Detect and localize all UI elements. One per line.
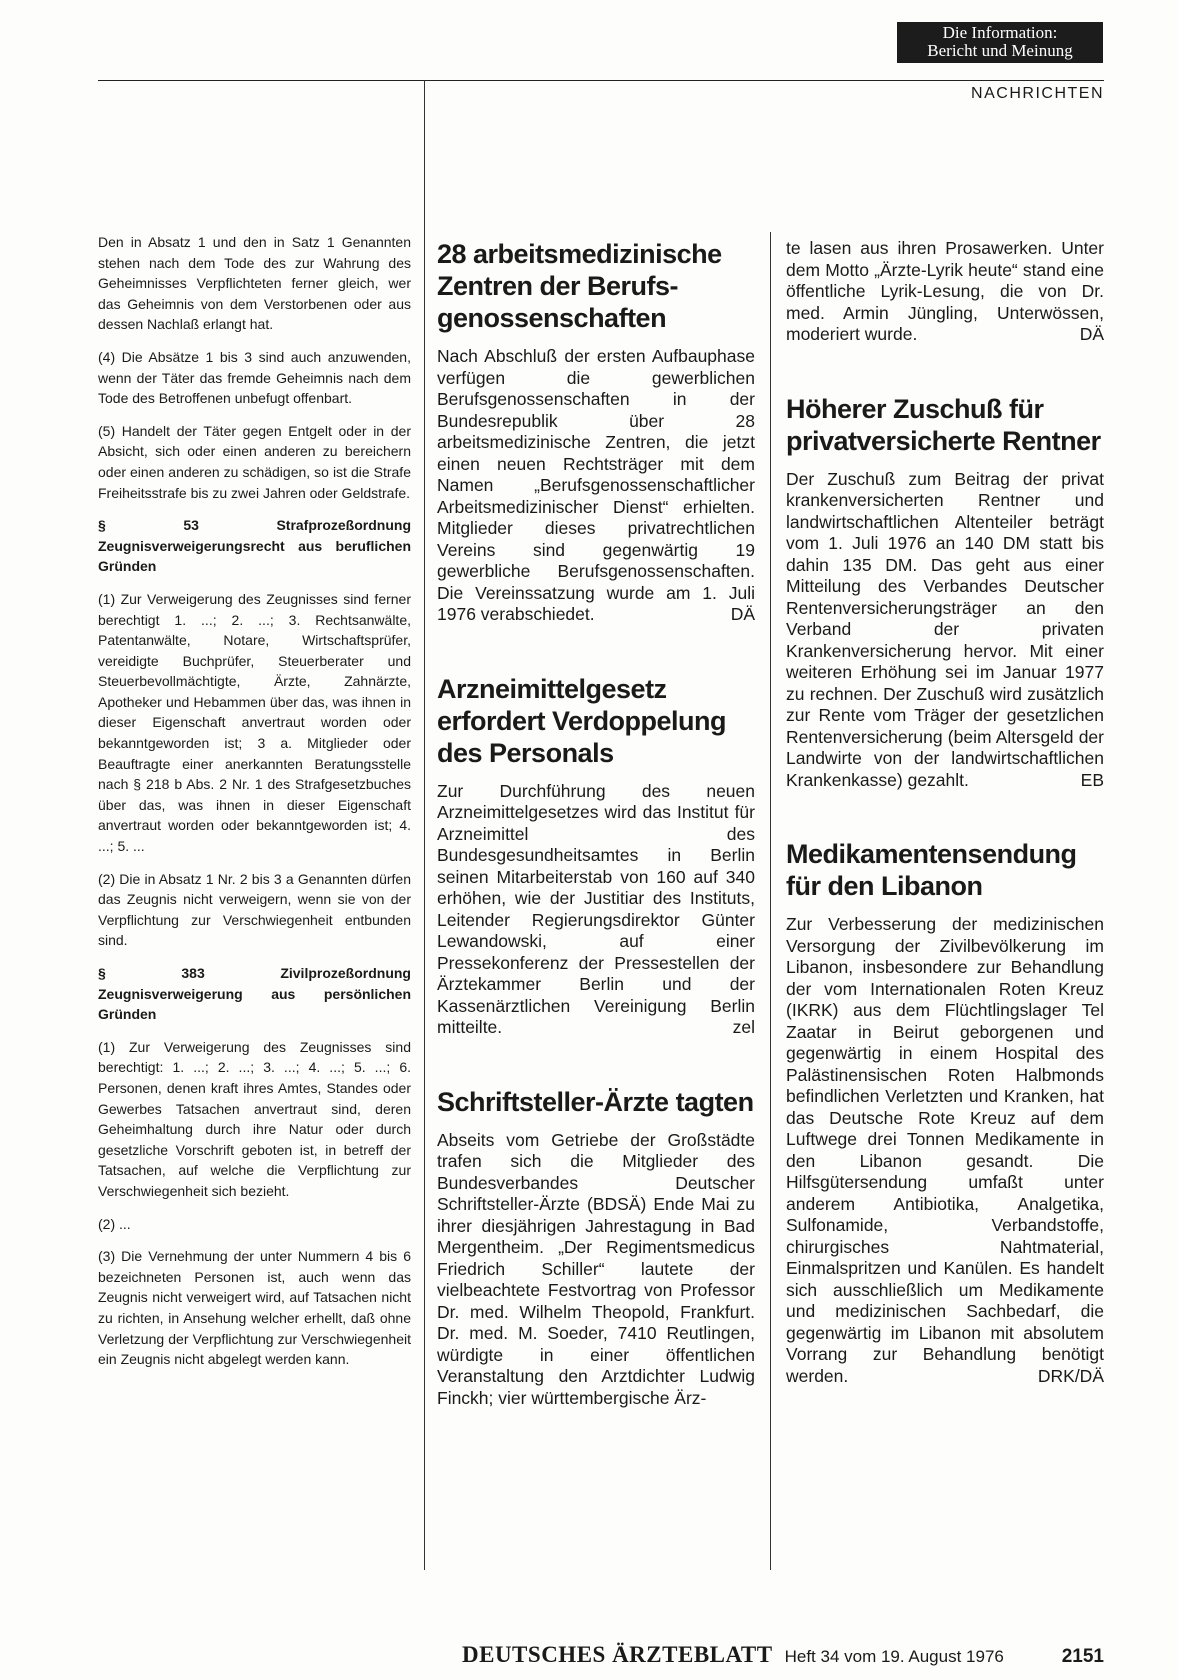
article-body: Abseits vom Getriebe der Großstädte trafen sich die Mitglieder des Bundesverbandes Deutscher Schriftsteller-Ärzte (BDSÄ) Ende Mai zu ihrer diesjährigen Jahrestagung in Bad Mergentheim. „Der Regimentsmedicus Friedrich Schiller“ lautete der vielbeachtete Festvortrag von Professor Dr. med. Wilhelm Theopold, Frankfurt. Dr. med. M. Soeder, 7410 Reutlingen, würdigte in einer öffentlichen Veranstaltung den Arztdichter Ludwig Finckh; vier württembergische Ärz-	[437, 1129, 755, 1408]
law-heading-zpo: § 383 Zivilprozeßordnung Zeugnisverweigerung aus persönlichen Gründen	[98, 965, 411, 1023]
article-text: Zur Verbesserung der medizinischen Versorgung der Zivilbevölkerung im Libanon, insbesondere zur Behandlung der vom Internationalen Roten Kreuz (IKRK) aus dem Flüchtlingslager Tel Zaatar in Beirut geborgenen und gegenwärtig in einem Hospital des Palästinensischen Roten Halbmonds befindlichen Verletzten und Kranken, hat das Deutsche Rote Kreuz auf dem Luftwege drei Tonnen Medikamente in den Libanon gesandt. Die Hilfsgütersendung umfaßt unter anderem Antibiotika, Analgetika, Sulfonamide, Verbandstoffe, chirurgisches Nahtmaterial, Einmalspritzen und Kanülen. Es handelt sich ausschließlich um Medikamente und medizinischen Sachbedarf, die gegenwärtig im Libanon mit absolutem Vorrang zur Behandlung benötigt werden.	[786, 914, 1104, 1386]
column-news-3	[786, 238, 1104, 1398]
paragraph: (1) Zur Verweigerung des Zeugnisses sind berechtigt: 1. ...; 2. ...; 3. ...; 4. ...; 5. ...; 6. Personen, denen kraft ihres Amtes, Standes oder Gewerbes Tatsachen anvertraut sind, deren Geheimhaltung durch ihre Natur oder durch gesetzliche Vorschrift geboten ist, in betreff der Tatsachen, auf welche die Verpflichtung zur Verschwiegenheit sich bezieht.	[98, 1038, 411, 1199]
brand-line-1: Die Information:	[942, 23, 1058, 42]
column-news-2	[437, 238, 755, 1420]
page-footer	[462, 1642, 1104, 1668]
page-number: 2151	[1061, 1646, 1104, 1667]
brand-line-2: Bericht und Meinung	[927, 41, 1073, 60]
column-divider-1	[424, 80, 425, 1570]
paragraph: (4) Die Absätze 1 bis 3 sind auch anzuwenden, wenn der Täter das fremde Geheimnis nach dem Tode des Betroffenen unbefugt offenbart.	[98, 348, 411, 407]
article-body	[786, 238, 1104, 346]
article-signature: zel	[732, 1017, 755, 1037]
article-text: Zur Durchführung des neuen Arzneimittelgesetzes wird das Institut für Arzneimittel des Bundesgesundheitsamtes in Berlin seinen Mitarbeiterstab von 160 auf 340 erhöhen, wie der Justitiar des Instituts, Leitender Regierungsdirektor Günter Lewandowski, auf einer Pressekonferenz der Pressestellen der Ärztekammer Berlin und der Kassenärztlichen Vereinigung Berlin mitteilte.	[437, 780, 755, 1037]
article-title: Schriftsteller-Ärzte tagten	[437, 1086, 754, 1117]
article-text: Nach Abschluß der ersten Aufbauphase verfügen die gewerblichen Berufsgenossenschaften in der Bundesrepublik über 28 arbeitsmedizinische Zentren, die jetzt einen neuen Rechtsträger mit dem Namen „Berufsgenossenschaftlicher Arbeitsmedizinischer Dienst“ erhielten. Mitglieder dieses privatrechtlichen Vereins sind gegenwärtig 19 gewerbliche Berufsgenossenschaften. Die Vereinssatzung wurde am 1. Juli 1976 verabschiedet.	[437, 346, 755, 624]
issue-info: Heft 34 vom 19. August 1976	[784, 1647, 1004, 1666]
paragraph: (3) Die Vernehmung der unter Nummern 4 bis 6 bezeichneten Personen ist, auch wenn das Zeugnis nicht verweigert wird, auf Tatsachen nicht zu richten, in Ansehung welcher erhellt, daß ohne Verletzung der Verpflichtung zur Verschwiegenheit ein Zeugnis nicht abgelegt werden kann.	[98, 1248, 411, 1368]
law-heading-stpo: § 53 Strafprozeßordnung Zeugnisverweigerungsrecht aus beruflichen Gründen	[98, 517, 411, 575]
column-divider-2	[770, 232, 771, 1570]
article-title: 28 arbeitsmedizinische Zentren der Berufs- genossenschaften	[437, 239, 722, 333]
article-title: Arzneimittelgesetz erfordert Verdoppelung des Personals	[437, 673, 727, 768]
publication-brand-box	[897, 22, 1103, 63]
paragraph: (1) Zur Verweigerung des Zeugnisses sind ferner berechtigt 1. ...; 2. ...; 3. Rechtsanwälte, Patentanwälte, Notare, Wirtschaftsprüfer, vereidigte Buchprüfer, Steuerberater und Steuerbevollmächtigte, Ärzte, Zahnärzte, Apotheker und Hebammen über das, was ihnen in dieser Eigenschaft anvertraut worden oder bekanntgeworden ist; 3 a. Mitglieder oder Beauftragte einer anerkannten Beratungsstelle nach § 218 b Abs. 2 Nr. 1 des Strafgesetzbuches über das, was ihnen in dieser Eigenschaft anvertraut worden oder bekanntgeworden ist; 4. ...; 5. ...	[98, 590, 411, 855]
article-signature: DRK/DÄ	[1037, 1365, 1104, 1386]
article-text: Der Zuschuß zum Beitrag der privat krankenversicherten Rentner und landwirtschaftlichen Altenteiler beträgt vom 1. Juli 1976 an 140 DM statt bis dahin 135 DM. Das geht aus einer Mitteilung des Verbandes Deutscher Rentenversicherungsträger an den Verband der privaten Krankenversicherung hervor. Mit einer weiteren Erhöhung sei im Januar 1977 zu rechnen. Der Zuschuß wird zusätzlich zur Rente vom Träger der gesetzlichen Rentenversicherung (beim Altersgeld der Landwirte von der landwirtschaftlichen Krankenkasse) gezahlt.	[786, 468, 1104, 790]
article-signature: DÄ	[730, 604, 755, 624]
article-signature: DÄ	[1079, 324, 1104, 344]
paragraph: (2) Die in Absatz 1 Nr. 2 bis 3 a Genannten dürfen das Zeugnis nicht verweigern, wenn sie von der Verpflichtung zur Verschwiegenheit entbunden sind.	[98, 870, 411, 949]
article-body	[437, 781, 755, 1039]
section-label: NACHRICHTEN	[971, 85, 1104, 102]
article-signature: EB	[1080, 769, 1104, 790]
journal-name: DEUTSCHES ÄRZTEBLATT	[462, 1642, 773, 1667]
article-body	[437, 346, 755, 626]
paragraph: Den in Absatz 1 und den in Satz 1 Genannten stehen nach dem Tode des zur Wahrung des Geheimnisses Verpflichteten ferner gleich, wer das Geheimnis von dem Verstorbenen oder aus dessen Nachlaß erlangt hat.	[98, 234, 411, 333]
paragraph: (2) ...	[98, 1215, 131, 1232]
article-text: te lasen aus ihren Prosawerken. Unter dem Motto „Ärzte-Lyrik heute“ stand eine öffentliche Lyrik-Lesung, die von Dr. med. Armin Jüngling, Unterwössen, moderiert wurde.	[786, 238, 1104, 344]
article-title: Medikamentensendung für den Libanon	[786, 839, 1077, 901]
header-rule	[98, 80, 1104, 81]
paragraph: (5) Handelt der Täter gegen Entgelt oder in der Absicht, sich oder einen anderen zu bereichern oder einen anderen zu schädigen, so ist die Strafe Freiheitsstrafe bis zu zwei Jahren oder Geldstrafe.	[98, 422, 411, 501]
article-body	[786, 469, 1104, 792]
article-body	[786, 914, 1104, 1387]
column-law-text	[98, 232, 411, 1382]
article-title: Höherer Zuschuß für privatversicherte Rentner	[786, 393, 1101, 456]
